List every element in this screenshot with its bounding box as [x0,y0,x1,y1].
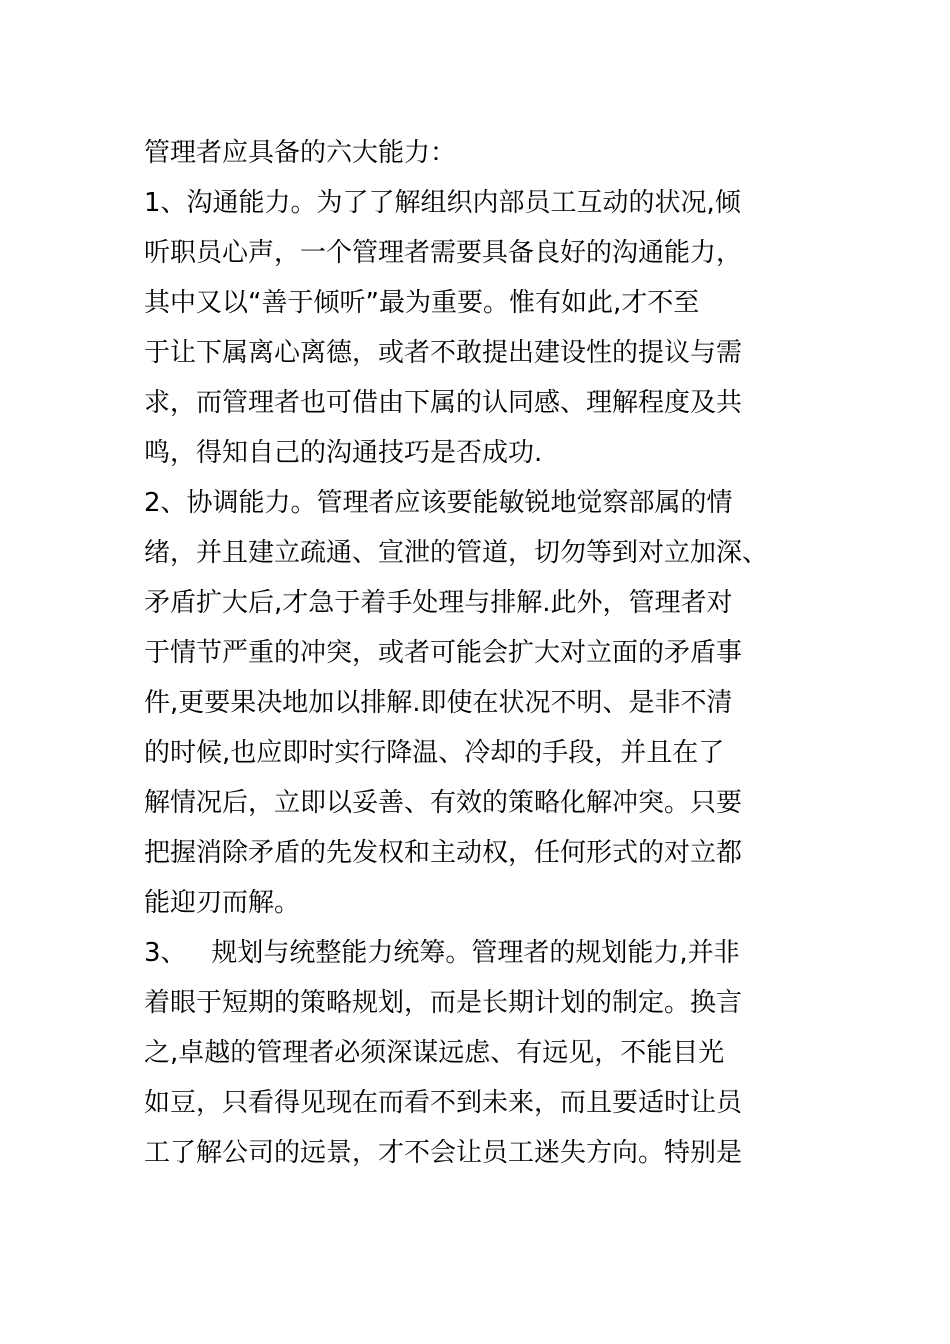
text-line: 其中又以“善于倾听”最为重要。惟有如此,才不至 [144,288,700,318]
text-line: 绪，并且建立疏通、宣泄的管道，切勿等到对立加深、 [144,538,769,568]
text-line: 之,卓越的管理者必须深谋远虑、有远见，不能目光 [144,1038,725,1068]
text-line: 于让下属离心离德，或者不敢提出建设性的提议与需 [144,338,743,368]
document-body [144,128,820,1178]
text-line: 工了解公司的远景，才不会让员工迷失方向。特别是 [144,1138,743,1168]
document-heading: 管理者应具备的六大能力： [144,138,457,168]
text-line: 鸣，得知自己的沟通技巧是否成功. [144,438,543,468]
text-line: 能迎刃而解。 [144,888,301,918]
text-line: 1、沟通能力。为了了解组织内部员工互动的状况,倾 [144,188,741,218]
text-line: 如豆，只看得见现在而看不到未来，而且要适时让员 [144,1088,743,1118]
text-line: 听职员心声，一个管理者需要具备良好的沟通能力， [144,238,743,268]
text-line: 于情节严重的冲突，或者可能会扩大对立面的矛盾事 [144,638,743,668]
text-line: 解情况后，立即以妥善、有效的策略化解冲突。只要 [144,788,743,818]
text-line: 把握消除矛盾的先发权和主动权，任何形式的对立都 [144,838,743,868]
text-line: 2、协调能力。管理者应该要能敏锐地觉察部属的情 [144,488,733,518]
text-line: 的时候,也应即时实行降温、冷却的手段，并且在了 [144,738,725,768]
text-line: 矛盾扩大后,才急于着手处理与排解.此外，管理者对 [144,588,733,618]
text-line: 件,更要果决地加以排解.即使在状况不明、是非不清 [144,688,733,718]
text-line: 着眼于短期的策略规划，而是长期计划的制定。换言 [144,988,743,1018]
text-line: 3、 规划与统整能力统筹。管理者的规划能力,并非 [144,938,740,968]
text-line: 求，而管理者也可借由下属的认同感、理解程度及共 [144,388,743,418]
